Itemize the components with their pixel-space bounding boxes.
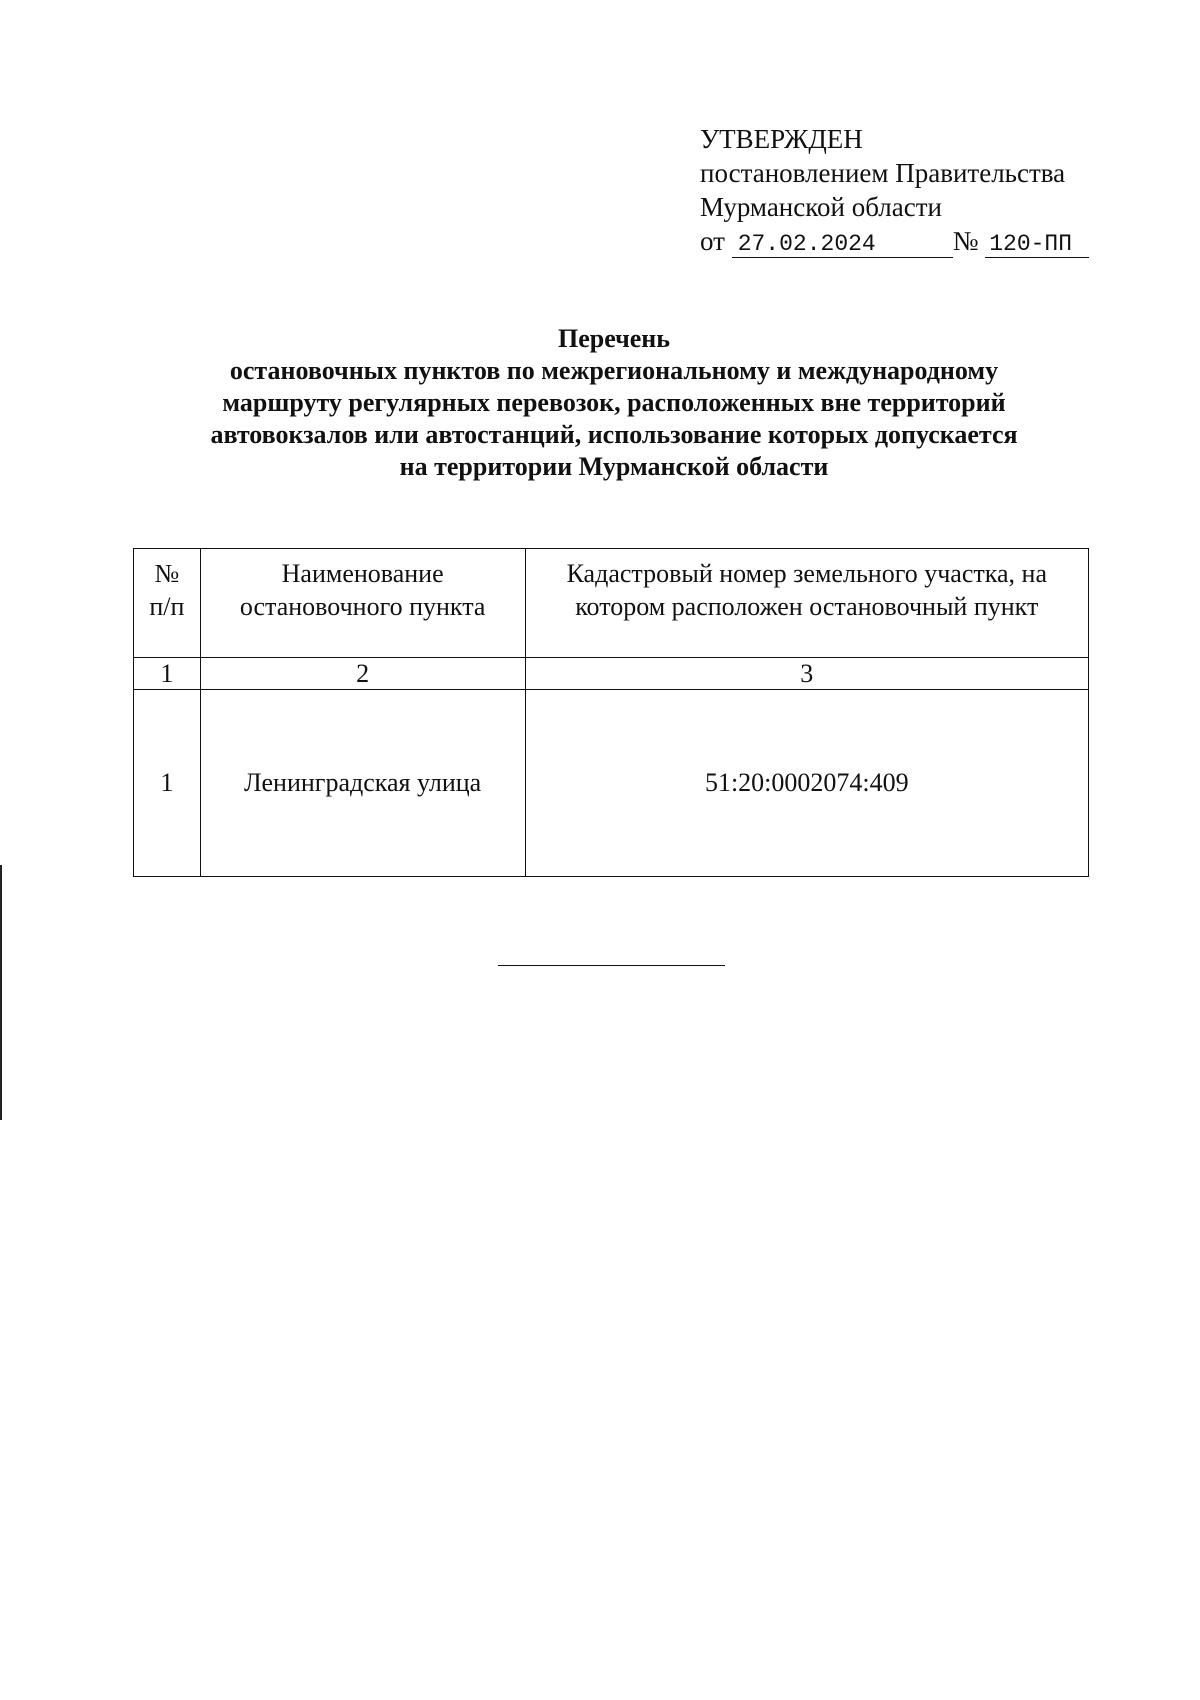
header-stop-name-line-1: Наименование [281, 559, 444, 588]
title-line-3: автовокзалов или автостанций, использование которых допускается [210, 420, 1018, 449]
row-cadastral-number: 51:20:0002074:409 [525, 690, 1088, 877]
stops-table [133, 548, 1089, 877]
document-title [0, 323, 1200, 483]
column-index-row [134, 658, 1089, 690]
end-divider [498, 965, 725, 966]
scan-edge-mark [0, 865, 2, 1120]
column-index-2: 2 [200, 658, 525, 690]
approval-number: 120-ПП [985, 231, 1089, 258]
column-index-3: 3 [525, 658, 1088, 690]
title-line-1: остановочных пунктов по межрегиональному и международному [229, 356, 999, 385]
title-line-4: на территории Мурманской области [399, 452, 829, 481]
header-number [134, 549, 201, 658]
approval-date-number-line [700, 224, 1089, 258]
approval-date: 27.02.2024 [732, 231, 953, 258]
header-stop-name [200, 549, 525, 658]
number-prefix: № [952, 226, 979, 256]
row-number: 1 [134, 690, 201, 877]
approval-stamp: УТВЕРЖДЕН [700, 124, 863, 154]
header-cadastral [525, 549, 1088, 658]
table-row [134, 690, 1089, 877]
approval-block [700, 122, 1089, 258]
header-number-line-1: № [154, 559, 180, 588]
header-cadastral-line-1: Кадастровый номер земельного участка, на [566, 559, 1047, 588]
approval-authority: постановлением Правительства [700, 158, 1066, 188]
title-line-2: маршруту регулярных перевозок, расположенных вне территорий [222, 388, 1006, 417]
table-header-row [134, 549, 1089, 658]
row-stop-name: Ленинградская улица [200, 690, 525, 877]
header-stop-name-line-2: остановочного пункта [239, 592, 486, 621]
title-heading: Перечень [557, 324, 671, 353]
header-number-line-2: п/п [149, 592, 185, 621]
approval-region: Мурманской области [700, 192, 942, 222]
header-cadastral-line-2: котором расположен остановочный пункт [575, 592, 1039, 621]
column-index-1: 1 [134, 658, 201, 690]
date-prefix: от [700, 226, 725, 256]
